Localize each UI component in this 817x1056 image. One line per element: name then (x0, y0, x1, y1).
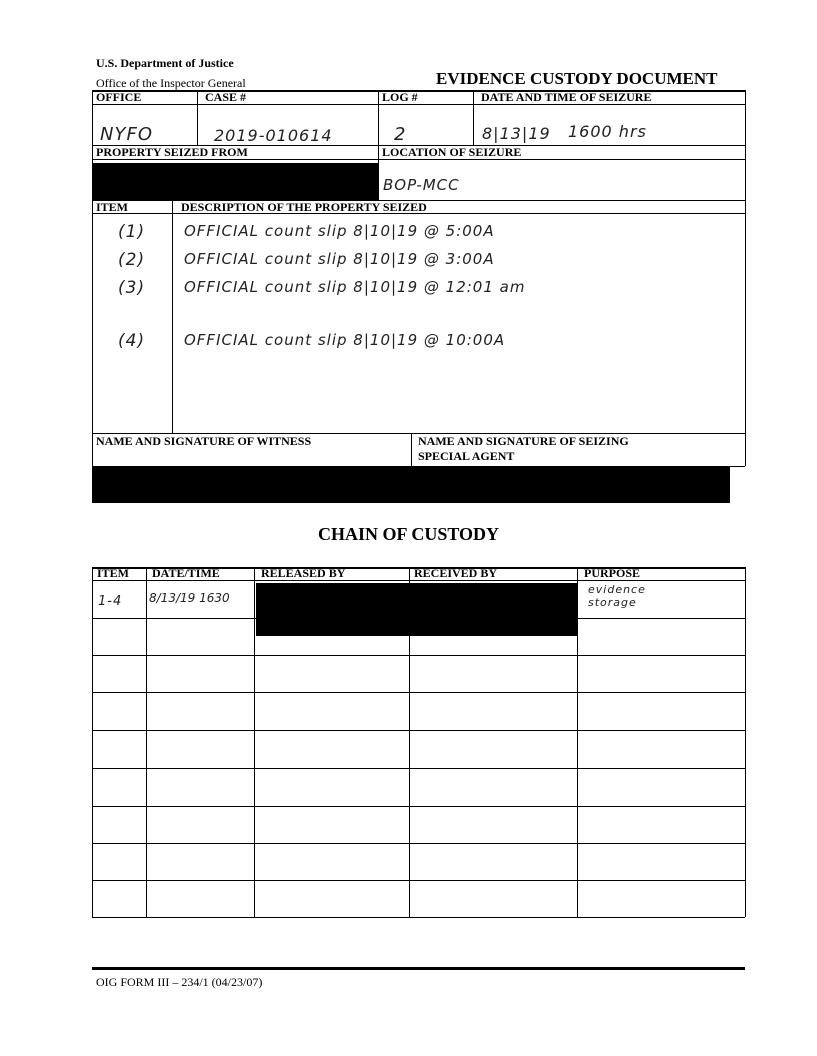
item-number: (1) (118, 222, 146, 242)
office-name: Office of the Inspector General (96, 76, 246, 90)
redaction-signatures (92, 466, 730, 503)
chain-row-datetime: 8/13/19 1630 (149, 591, 230, 605)
seizure-time-value: 1600 hrs (568, 122, 647, 141)
chain-column-item: ITEM (97, 566, 130, 580)
agent-signature-label-line2: SPECIAL AGENT (418, 449, 515, 463)
item-description: OFFICIAL count slip 8|10|19 @ 10:00A (184, 331, 506, 349)
chain-column-received-by: RECEIVED BY (414, 566, 498, 580)
redaction-custody-names (256, 583, 577, 636)
item-description: OFFICIAL count slip 8|10|19 @ 5:00A (184, 222, 495, 240)
item-number: (4) (118, 331, 146, 351)
item-column-label: ITEM (96, 200, 129, 214)
seizure-date-value: 8|13|19 (482, 124, 551, 143)
office-label: OFFICE (96, 90, 142, 104)
seizure-datetime-label: DATE AND TIME OF SEIZURE (481, 90, 652, 104)
form-identifier: OIG FORM III – 234/1 (04/23/07) (96, 975, 263, 989)
case-number-value: 2019-010614 (214, 126, 333, 145)
location-of-seizure-label: LOCATION OF SEIZURE (382, 145, 522, 159)
item-number: (2) (118, 250, 146, 270)
agent-signature-label: NAME AND SIGNATURE OF SEIZING (418, 434, 629, 448)
case-number-label: CASE # (205, 90, 247, 104)
description-column-label: DESCRIPTION OF THE PROPERTY SEIZED (181, 200, 427, 214)
office-value: NYFO (100, 124, 153, 145)
log-number-label: LOG # (382, 90, 418, 104)
witness-signature-label: NAME AND SIGNATURE OF WITNESS (96, 434, 312, 448)
chain-row-purpose: evidence (588, 583, 646, 596)
property-seized-from-label: PROPERTY SEIZED FROM (96, 145, 248, 159)
department-name: U.S. Department of Justice (96, 56, 234, 70)
location-of-seizure-value: BOP-MCC (383, 176, 460, 194)
redaction-property-source (93, 163, 378, 200)
chain-row-item: 1-4 (98, 594, 123, 609)
log-number-value: 2 (394, 124, 407, 145)
item-description: OFFICIAL count slip 8|10|19 @ 12:01 am (184, 278, 526, 296)
chain-column-released-by: RELEASED BY (261, 566, 346, 580)
chain-column-purpose: PURPOSE (584, 566, 641, 580)
item-description: OFFICIAL count slip 8|10|19 @ 3:00A (184, 250, 495, 268)
document-title: EVIDENCE CUSTODY DOCUMENT (436, 69, 718, 88)
footer-rule (92, 967, 745, 970)
item-number: (3) (118, 278, 146, 298)
chain-row-purpose-line2: storage (588, 596, 637, 609)
chain-of-custody-title: CHAIN OF CUSTODY (317, 524, 500, 544)
chain-column-datetime: DATE/TIME (152, 566, 220, 580)
